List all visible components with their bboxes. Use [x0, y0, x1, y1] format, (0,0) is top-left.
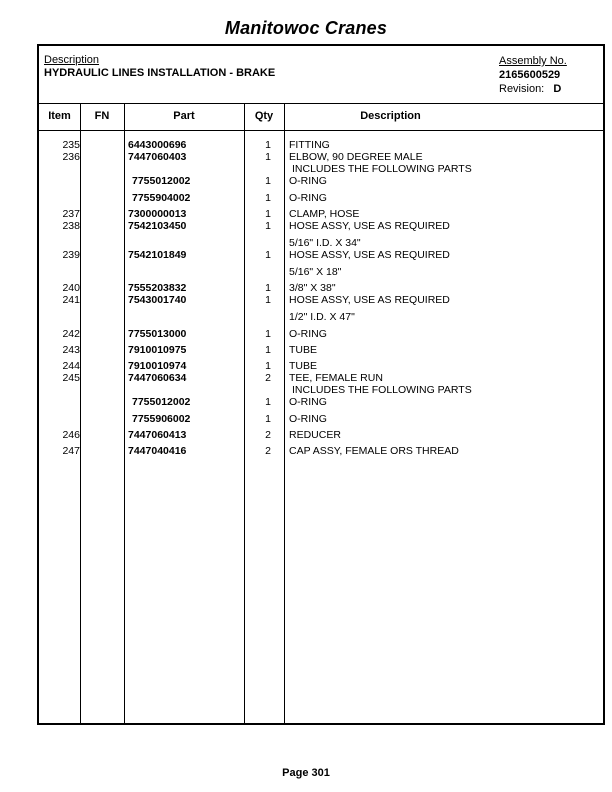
part-description: HOSE ASSY, USE AS REQUIRED: [289, 249, 450, 261]
part-description: REDUCER: [289, 429, 341, 441]
part-number: 7447060413: [128, 429, 187, 441]
column-divider: [80, 104, 81, 723]
item-number: 246: [62, 429, 80, 441]
quantity: 1: [265, 249, 271, 261]
part-number: 7447060634: [128, 372, 187, 384]
quantity: 1: [265, 360, 271, 372]
part-number: 7447060403: [128, 151, 187, 163]
quantity: 2: [265, 429, 271, 441]
part-description: 5/16" I.D. X 34": [289, 237, 361, 249]
part-description: 5/16" X 18": [289, 266, 342, 278]
parts-list-frame: [37, 44, 605, 725]
item-number: 239: [62, 249, 80, 261]
part-number: 7910010974: [128, 360, 187, 372]
quantity: 1: [265, 220, 271, 232]
item-number: 242: [62, 328, 80, 340]
part-number: 7755012002: [132, 175, 191, 187]
item-number: 244: [62, 360, 80, 372]
assembly-number: 2165600529: [499, 69, 561, 81]
column-header-qty: Qty: [254, 110, 274, 122]
revision-value: D: [553, 83, 562, 95]
item-number: 235: [62, 139, 80, 151]
quantity: 1: [265, 175, 271, 187]
column-header-fn: FN: [94, 110, 110, 122]
item-number: 240: [62, 282, 80, 294]
part-description: 3/8" X 38": [289, 282, 336, 294]
part-description: O-RING: [289, 328, 327, 340]
part-description: TUBE: [289, 360, 318, 372]
part-number: 7910010975: [128, 344, 187, 356]
quantity: 1: [265, 192, 271, 204]
item-number: 237: [62, 208, 80, 220]
item-number: 247: [62, 445, 80, 457]
part-number: 7755906002: [132, 413, 191, 425]
description-label: Description: [44, 54, 100, 66]
quantity: 1: [265, 396, 271, 408]
column-divider: [124, 104, 125, 723]
quantity: 1: [265, 282, 271, 294]
assembly-description: HYDRAULIC LINES INSTALLATION - BRAKE: [44, 67, 276, 79]
part-number: 7542103450: [128, 220, 187, 232]
part-description: HOSE ASSY, USE AS REQUIRED: [289, 220, 450, 232]
assembly-header: [39, 46, 603, 104]
part-description: O-RING: [289, 192, 327, 204]
quantity: 2: [265, 445, 271, 457]
part-number: 7755904002: [132, 192, 191, 204]
part-number: 7543001740: [128, 294, 187, 306]
document-title: Manitowoc Cranes: [224, 18, 388, 38]
column-header-description: Description: [360, 110, 421, 122]
column-header-part: Part: [173, 110, 195, 122]
part-description: TEE, FEMALE RUN: [289, 372, 383, 384]
item-number: 236: [62, 151, 80, 163]
part-description: INCLUDES THE FOLLOWING PARTS: [292, 163, 472, 175]
part-description: 1/2" I.D. X 47": [289, 311, 355, 323]
revision-label: Revision:: [499, 83, 545, 95]
column-divider: [244, 104, 245, 723]
part-description: O-RING: [289, 396, 327, 408]
part-description: INCLUDES THE FOLLOWING PARTS: [292, 384, 472, 396]
quantity: 1: [265, 413, 271, 425]
assembly-number-label: Assembly No.: [499, 55, 567, 67]
part-description: CLAMP, HOSE: [289, 208, 360, 220]
part-description: HOSE ASSY, USE AS REQUIRED: [289, 294, 450, 306]
quantity: 1: [265, 328, 271, 340]
quantity: 2: [265, 372, 271, 384]
part-description: O-RING: [289, 413, 327, 425]
part-number: 7300000013: [128, 208, 187, 220]
column-header-item: Item: [48, 110, 71, 122]
part-number: 7755013000: [128, 328, 187, 340]
part-description: O-RING: [289, 175, 327, 187]
revision-line: [499, 82, 567, 96]
quantity: 1: [265, 344, 271, 356]
part-number: 7555203832: [128, 282, 187, 294]
item-number: 245: [62, 372, 80, 384]
part-number: 7447040416: [128, 445, 187, 457]
page-number: Page 301: [282, 767, 330, 779]
item-number: 243: [62, 344, 80, 356]
part-description: TUBE: [289, 344, 318, 356]
part-number: 7542101849: [128, 249, 187, 261]
part-description: CAP ASSY, FEMALE ORS THREAD: [289, 445, 459, 457]
quantity: 1: [265, 294, 271, 306]
item-number: 241: [62, 294, 80, 306]
quantity: 1: [265, 208, 271, 220]
part-description: ELBOW, 90 DEGREE MALE: [289, 151, 423, 163]
column-divider: [284, 104, 285, 723]
quantity: 1: [265, 151, 271, 163]
part-number: 7755012002: [132, 396, 191, 408]
part-number: 6443000696: [128, 139, 187, 151]
quantity: 1: [265, 139, 271, 151]
part-description: FITTING: [289, 139, 330, 151]
item-number: 238: [62, 220, 80, 232]
